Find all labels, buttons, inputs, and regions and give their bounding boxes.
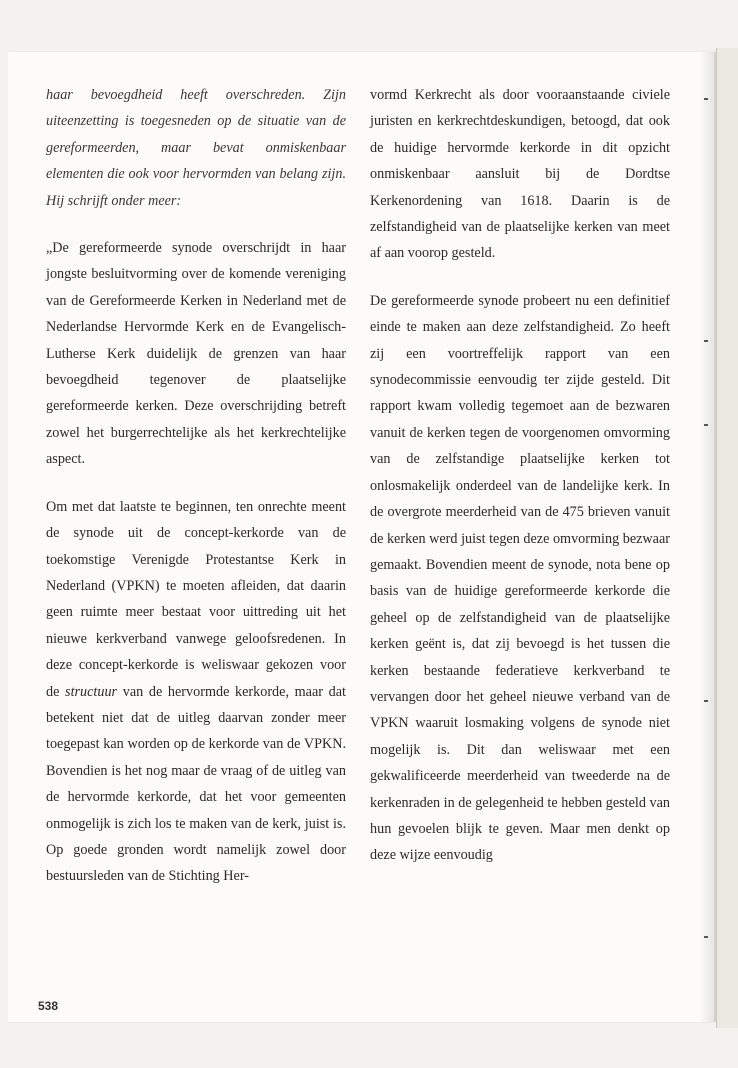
left-column — [46, 82, 346, 890]
page-edge-mark — [704, 340, 708, 342]
emphasis-text: structuur — [65, 683, 118, 700]
paragraph-text: van de hervormde kerkorde, maar dat betekent niet dat de uitleg daarvan zonder meer toegepast kan worden op de kerkorde van de VPKN. Bovendien is het nog maar de vraag of de uitleg van de hervormde kerkorde, dat het voor gemeenten onmogelijk is zich los te maken van de kerk, juist is. Op goede gronden wordt namelijk zowel door bestuursleden van de Stichting Her- — [46, 683, 346, 885]
page-number: 538 — [38, 999, 59, 1013]
intro-paragraph: haar bevoegdheid heeft overschreden. Zijn uiteenzetting is toegesneden op de situatie van de gereformeerden, maar bevat onmiskenbaar elementen die ook voor hervormden van belang zijn. Hij schrijft onder meer: — [46, 87, 346, 209]
gutter-shadow — [700, 52, 716, 1022]
right-column — [370, 82, 670, 869]
quote-paragraph-4: De gereformeerde synode probeert nu een definitief einde te maken aan deze zelfstandigheid. Zo heeft zij een voortreffelijk rapport van een synodecommissie eenvoudig ter zijde gesteld. Dit rapport kwam volledig tegemoet aan de bezwaren vanuit de kerken tegen de voorgenomen omvorming van de zelfstandige plaatselijke kerken tot onlosmakelijk onderdeel van de landelijke kerk. In de overgrote meerderheid van de 475 brieven vanuit de kerken werd juist tegen deze omvorming bezwaar gemaakt. Bovendien meent de synode, nota bene op basis van de huidige gereformeerde kerkorde die geheel op de zelfstandigheid van de plaatselijke kerken geënt is, dat zij bevoegd is het tussen die kerken bestaande federatieve kerkverband te vervangen door het geheel nieuwe verband van de VPKN waaruit losmaking volgens de synode niet mogelijk is. Dit dan weliswaar met een gekwalificeerde meerderheid van tweederde na de kerkenraden in de gelegenheid te hebben gesteld van hun gevoelen blijk te geven. Maar men denkt op deze wijze eenvoudig — [370, 292, 670, 864]
quote-paragraph-1: „De gereformeerde synode overschrijdt in haar jongste besluitvorming over de komende vereniging van de Gereformeerde Kerken in Nederland met de Nederlandse Hervormde Kerk en de Evangelisch-Lutherse Kerk duidelijk de grenzen van haar bevoegdheid tegenover de plaatselijke gereformeerde kerken. Deze overschrijding betreft zowel het burgerrechtelijke als het kerkrechtelijke aspect. — [46, 240, 346, 468]
page-edge-mark — [704, 700, 708, 702]
quote-paragraph-2 — [46, 494, 346, 890]
adjacent-page-edge — [716, 48, 738, 1028]
page-edge-mark — [704, 424, 708, 426]
paragraph-text: Om met dat laatste te beginnen, ten onrechte meent de synode uit de concept-kerkorde van de toekomstige Verenigde Protestantse Kerk in Nederland (VPKN) te moeten afleiden, dat daarin geen ruimte meer bestaat voor uittreding uit het nieuwe kerkverband vanwege geloofsredenen. In deze concept-kerkorde is weliswaar gekozen voor de — [46, 498, 346, 700]
quote-paragraph-3: vormd Kerkrecht als door vooraanstaande civiele juristen en kerkrechtdeskundigen, betoogd, dat ook de huidige hervormde kerkorde in dit opzicht onmiskenbaar aansluit bij de Dordtse Kerkenordening van 1618. Daarin is de zelfstandigheid van de plaatselijke kerken van meet af aan voorop gesteld. — [370, 87, 670, 262]
page-edge-mark — [704, 98, 708, 100]
page-edge-mark — [704, 936, 708, 938]
